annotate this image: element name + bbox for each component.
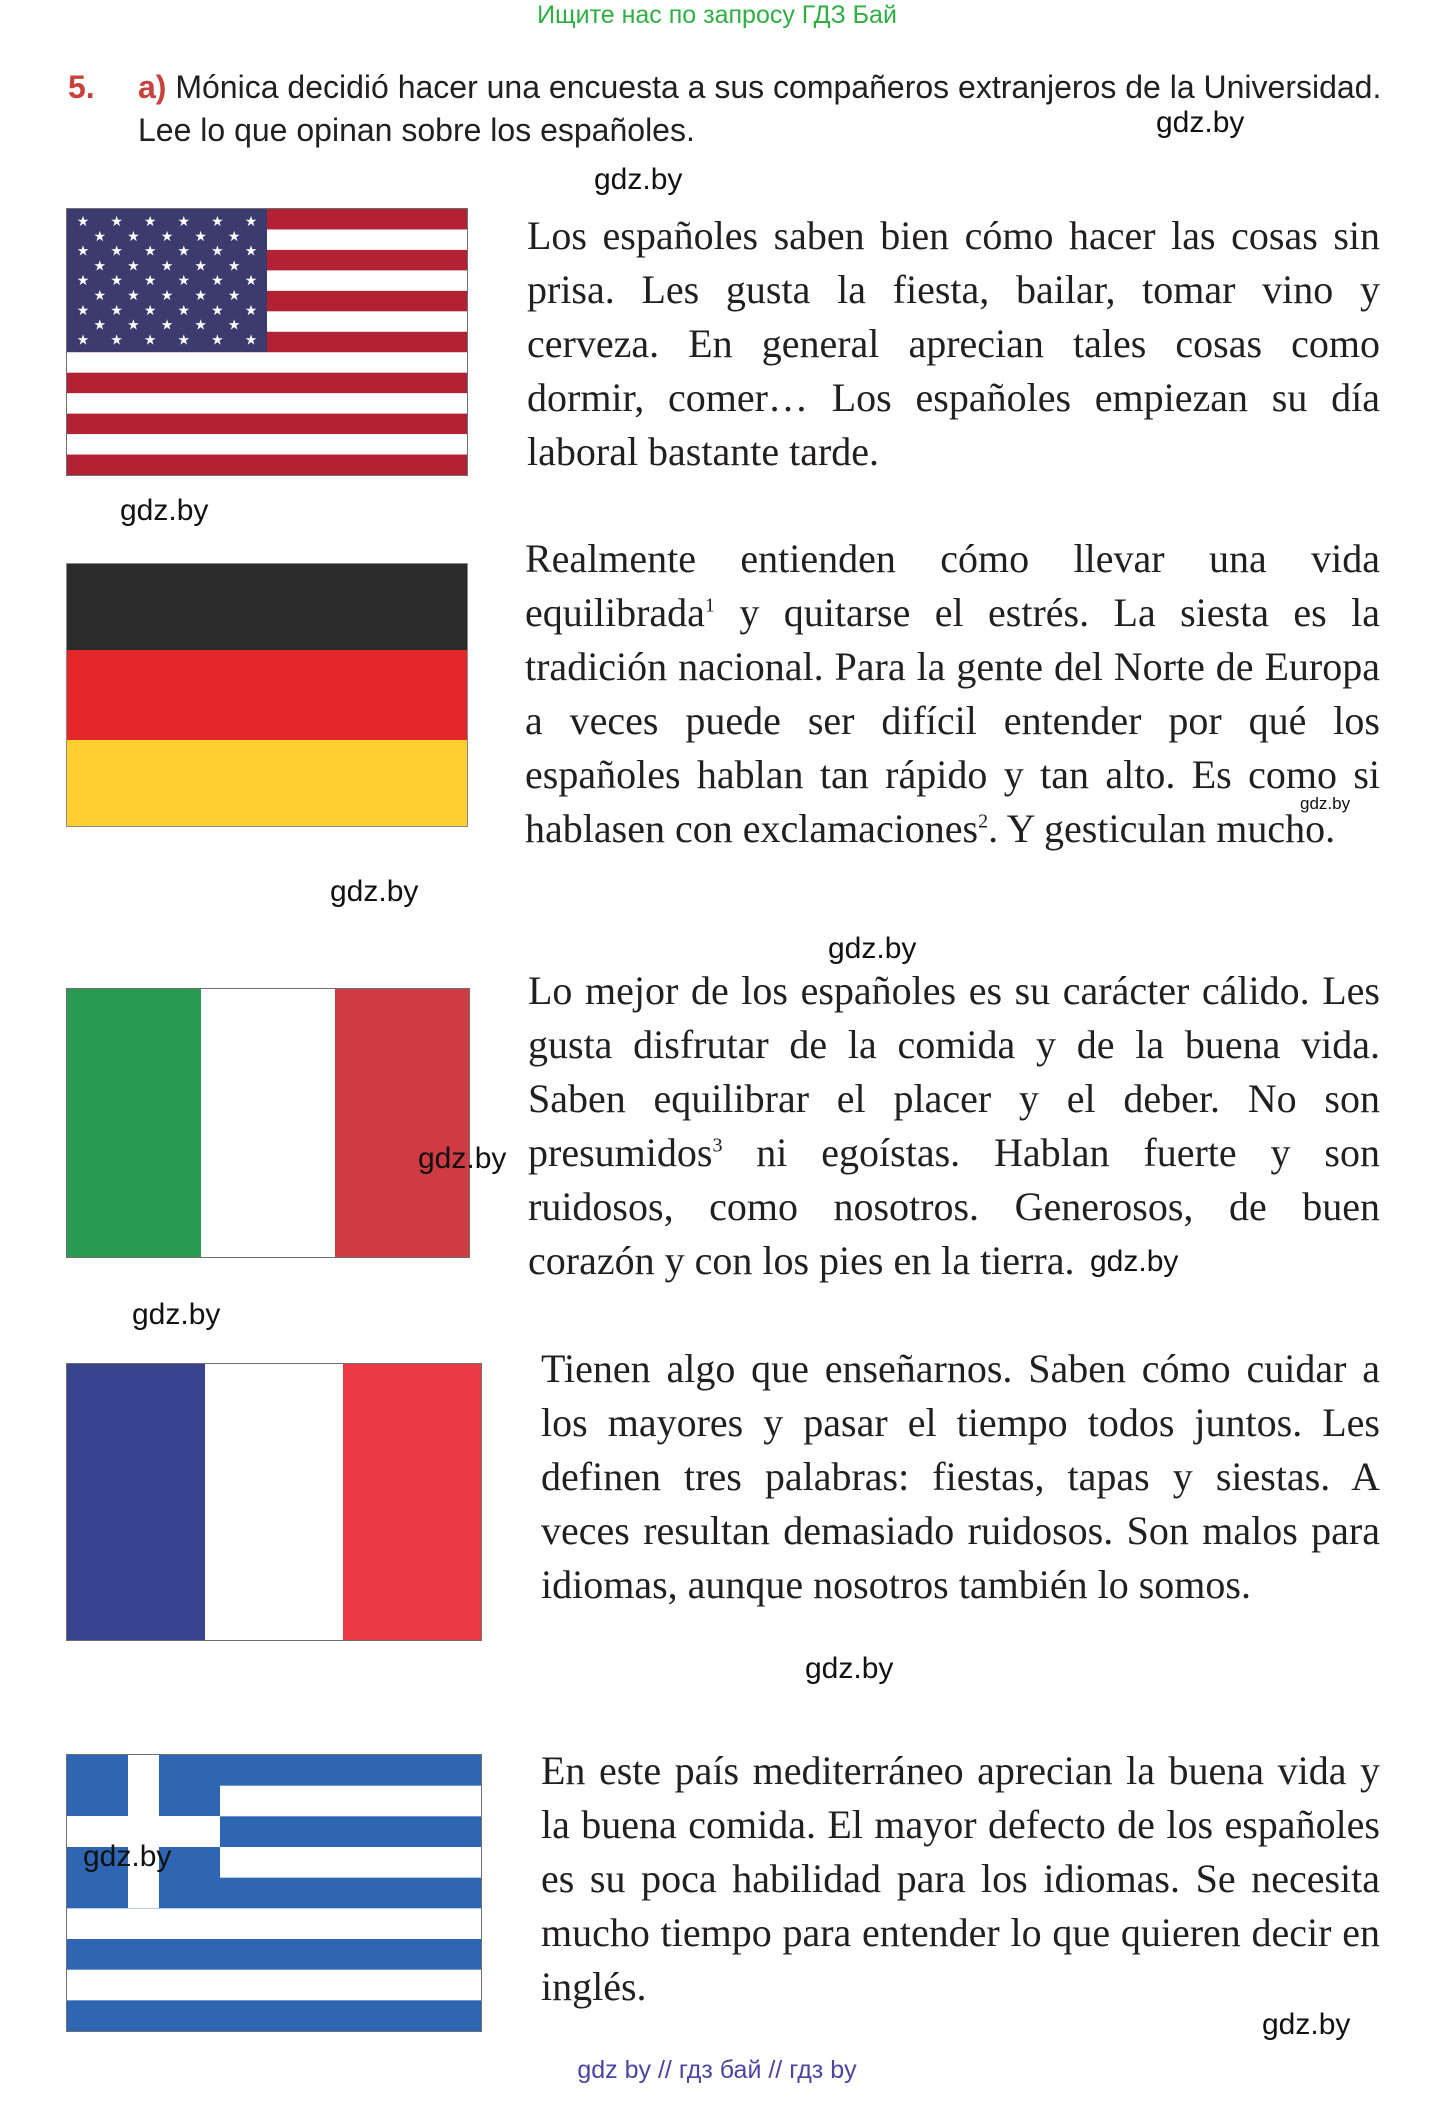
italy-green-band — [67, 989, 201, 1257]
star-icon: ★ — [110, 273, 123, 290]
germany-flag — [66, 563, 468, 827]
opinion-france: Tienen algo que enseñarnos. Saben cómo cuidar a los mayores y pasar el tiempo todos juntos. Les definen tres palabras: fiestas, tapas y siestas. A veces resultan demasiado ruidosos. Son malos para idiomas, aunque nosotros también lo somos. — [541, 1346, 1380, 1607]
star-icon: ★ — [160, 228, 174, 245]
star-icon: ★ — [127, 228, 140, 245]
star-icon: ★ — [227, 317, 241, 334]
watermark: gdz.by — [828, 932, 917, 965]
usa-red-stripe — [67, 455, 467, 475]
watermark: gdz.by — [805, 1652, 894, 1685]
star-icon: ★ — [143, 273, 157, 290]
germany-red-band — [67, 650, 467, 740]
star-icon: ★ — [177, 214, 191, 230]
star-icon: ★ — [110, 214, 123, 230]
star-icon: ★ — [177, 302, 191, 319]
opinion-italy — [528, 964, 1380, 1288]
usa-red-stripe — [67, 414, 467, 434]
star-icon: ★ — [143, 302, 157, 319]
opinion-italy-part-1: Lo mejor de los españoles es su carácter cálido. Les gusta disfrutar de la comida y de la buena vida. Saben equilibrar el placer y el deber. No son presumidos — [528, 968, 1380, 1175]
star-icon: ★ — [76, 273, 90, 290]
star-icon: ★ — [160, 288, 174, 304]
france-flag — [66, 1363, 482, 1641]
opinion-germany-part-2: y quitarse el estrés. La siesta es la tradición nacional. Para la gente del Norte de Europa a veces puede ser difícil entender por qué los españoles hablan tan rápido y tan alto. Es como si hablasen con exclamaciones — [525, 590, 1380, 851]
footnote-ref-3: 3 — [712, 1134, 723, 1157]
watermark: gdz.by — [1262, 2008, 1351, 2041]
task-text: Mónica decidió hacer una encuesta a sus compañeros extranjeros de la Universidad. Lee lo que opinan sobre los españoles. — [138, 69, 1382, 148]
star-icon: ★ — [211, 332, 224, 349]
star-icon: ★ — [244, 332, 258, 349]
watermark: gdz.by — [418, 1142, 507, 1175]
greece-flag-graphic — [67, 1755, 481, 2031]
usa-flag-graphic — [67, 209, 467, 475]
opinion-usa: Los españoles saben bien cómo hacer las cosas sin prisa. Les gusta la fiesta, bailar, tomar vino y cerveza. En general aprecian tales cosas como dormir, comer… Los españoles empiezan su día laboral bastante tarde. — [527, 213, 1380, 474]
footer-note: gdz by // гдз бай // гдз by — [577, 2056, 857, 2084]
star-icon: ★ — [76, 243, 90, 260]
germany-black-band — [67, 564, 467, 650]
star-icon: ★ — [93, 317, 107, 334]
star-icon: ★ — [177, 332, 191, 349]
star-icon: ★ — [93, 228, 107, 245]
star-icon: ★ — [93, 258, 107, 275]
star-icon: ★ — [194, 317, 207, 334]
star-icon: ★ — [160, 317, 174, 334]
star-icon: ★ — [227, 258, 241, 275]
star-icon: ★ — [244, 302, 258, 319]
usa-red-stripe — [67, 373, 467, 393]
france-blue-band — [67, 1364, 205, 1640]
star-icon: ★ — [211, 302, 224, 319]
star-icon: ★ — [143, 243, 157, 260]
opinion-germany-part-1: Realmente entienden cómo llevar una vida equilibrada — [525, 536, 1380, 635]
italy-red-band — [335, 989, 469, 1257]
star-icon: ★ — [127, 258, 140, 275]
star-icon: ★ — [76, 302, 90, 319]
star-icon: ★ — [76, 332, 90, 349]
star-icon: ★ — [194, 288, 207, 304]
italy-white-band — [201, 989, 335, 1257]
star-icon: ★ — [127, 317, 140, 334]
opinion-germany-part-3: . Y gesticulan mucho. — [988, 806, 1336, 851]
star-icon: ★ — [177, 243, 191, 260]
usa-flag — [66, 208, 468, 476]
star-icon: ★ — [177, 273, 191, 290]
task-letter: a) — [138, 69, 167, 105]
watermark: gdz.by — [83, 1840, 172, 1873]
star-icon: ★ — [194, 258, 207, 275]
watermark: gdz.by — [120, 494, 209, 527]
watermark: gdz.by — [1156, 106, 1245, 139]
greece-blue-stripe — [67, 2000, 481, 2031]
watermark: gdz.by — [132, 1298, 221, 1331]
star-icon: ★ — [143, 332, 157, 349]
star-icon: ★ — [127, 288, 140, 304]
star-icon: ★ — [211, 273, 224, 290]
opinion-greece: En este país mediterráneo aprecian la buena vida y la buena comida. El mayor defecto de los españoles es su poca habilidad para los idiomas. Se necesita mucho tiempo para entender lo que quieren decir en inglés. — [541, 1748, 1380, 2009]
italy-flag — [66, 988, 470, 1258]
footnote-ref-2: 2 — [978, 810, 989, 833]
watermark: gdz.by — [330, 875, 419, 908]
watermark: gdz.by — [1300, 794, 1351, 813]
germany-gold-band — [67, 740, 467, 826]
opinion-germany — [525, 532, 1380, 856]
star-icon: ★ — [211, 214, 224, 230]
france-red-band — [343, 1364, 481, 1640]
star-icon: ★ — [160, 258, 174, 275]
footnote-ref-1: 1 — [704, 594, 715, 617]
watermark: gdz.by — [594, 163, 683, 196]
greece-flag — [66, 1754, 482, 2032]
star-icon: ★ — [194, 228, 207, 245]
greece-blue-stripe — [67, 1939, 481, 1970]
star-icon: ★ — [110, 302, 123, 319]
star-icon: ★ — [143, 214, 157, 230]
star-icon: ★ — [244, 273, 258, 290]
star-icon: ★ — [227, 288, 241, 304]
opinion-italy-part-2: ni egoístas. Hablan fuerte y son ruidosos, como nosotros. Generosos, de buen corazón y con los pies en la tierra. — [528, 1130, 1380, 1283]
france-white-band — [205, 1364, 343, 1640]
star-icon: ★ — [244, 214, 258, 230]
star-icon: ★ — [244, 243, 258, 260]
top-search-note: Ищите нас по запросу ГДЗ Бай — [537, 1, 897, 29]
star-icon: ★ — [76, 214, 90, 230]
star-icon: ★ — [227, 228, 241, 245]
watermark: gdz.by — [1090, 1245, 1179, 1278]
task-number: 5. — [68, 69, 95, 105]
star-icon: ★ — [110, 332, 123, 349]
star-icon: ★ — [211, 243, 224, 260]
star-icon: ★ — [93, 288, 107, 304]
star-icon: ★ — [110, 243, 123, 260]
